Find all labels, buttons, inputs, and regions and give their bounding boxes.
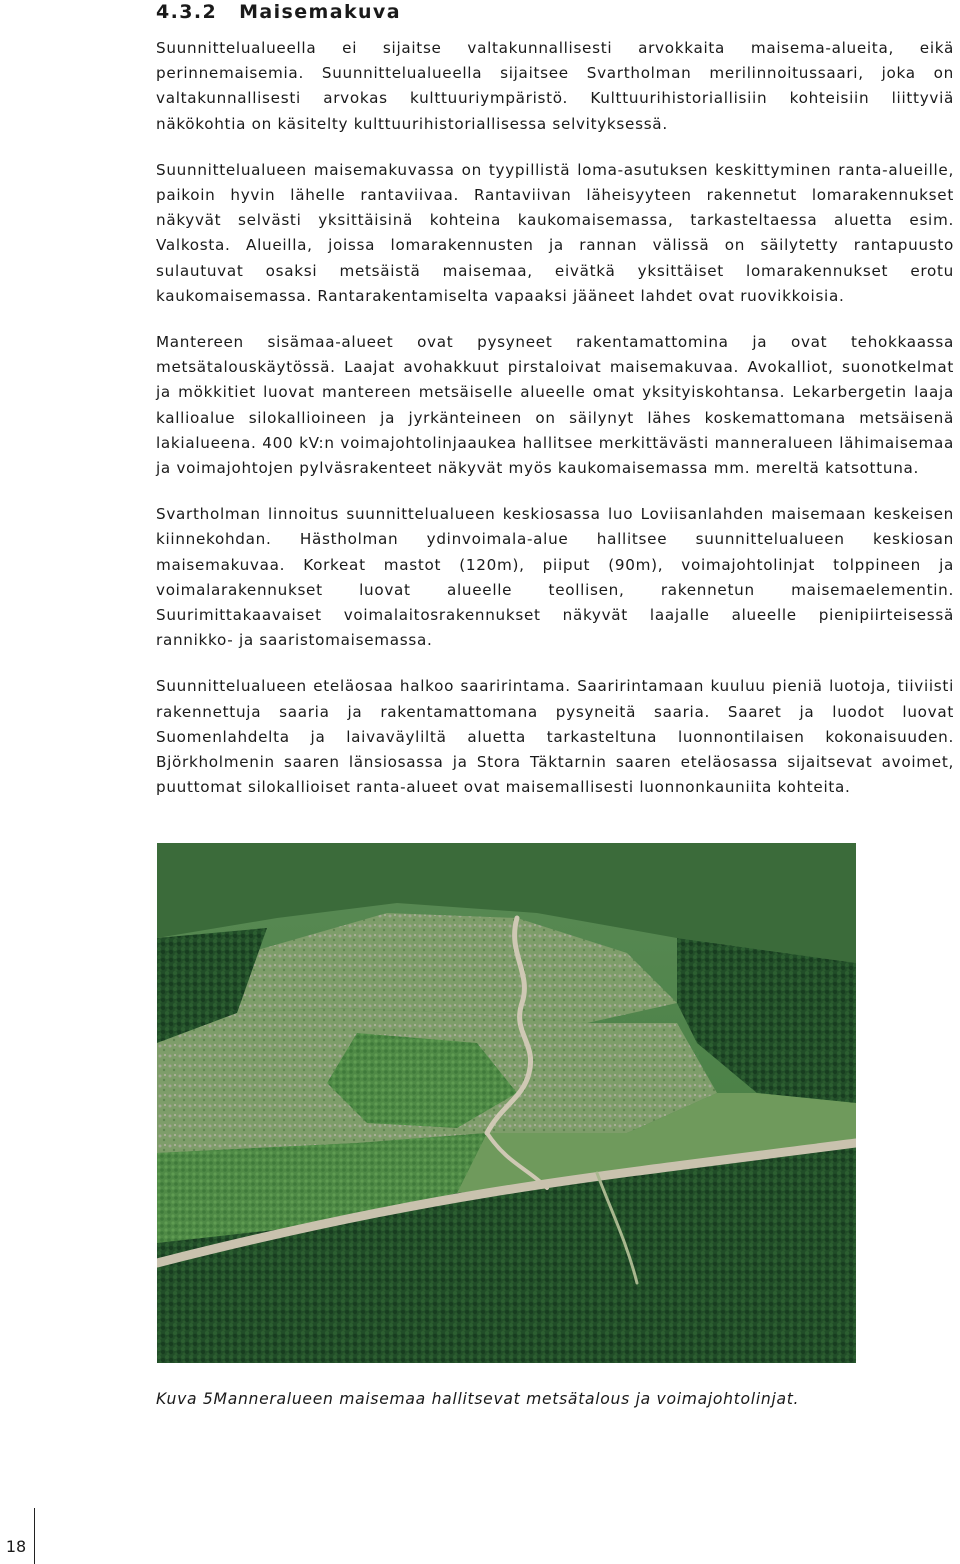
- body-text: [156, 36, 954, 821]
- section-number: 4.3.2: [156, 1, 218, 23]
- paragraph-1: Suunnittelualueella ei sijaitse valtakunnallisesti arvokkaita maisema-alueita, eikä perinnemaisemia. Suunnittelualueella sijaitsee Svartholman merilinnoitussaari, joka on valtakunnallisesti arvokas kulttuuriympäristö. Kulttuurihistoriallisiin kohteisiin liittyviä näkökohtia on käsitelty kulttuurihistoriallisessa selvityksessä.: [156, 39, 954, 133]
- paragraph-5: Suunnittelualueen eteläosaa halkoo saaririntama. Saaririntamaan kuuluu pieniä luotoja, tiiviisti rakennettuja saaria ja rakentamattomana pysyneitä saaria. Saaret ja luodot luovat Suomenlahdelta ja laivaväyliltä aluetta tarkasteltuna luonnontilaisen kokonaisuuden. Björkholmenin saaren länsiosassa ja Stora Täktarnin saaren eteläosassa sijaitsevat avoimet, puuttomat silokallioiset ranta-alueet ovat maisemallisesti luonnonkauniita kohteita.: [156, 677, 954, 797]
- paragraph-3: Mantereen sisämaa-alueet ovat pysyneet rakentamattomina ja ovat tehokkaassa metsätalouskäytössä. Laajat avohakkuut pirstaloivat maisemakuvaa. Avokalliot, suonotkelmat ja mökkitiet luovat mantereen metsäiselle alueelle omat yksityiskohtansa. Lekarbergetin laaja kallioalue silokallioineen ja jyrkänteineen on säilynyt lähes koskemattomana metsäisenä lakialueena. 400 kV:n voimajohtolinjaaukea hallitsee merkittävästi manneralueen lähimaisemaa ja voimajohtojen pylväsrakenteet näkyvät myös kaukomaisemassa mm. mereltä katsottuna.: [156, 333, 954, 478]
- page-number: 18: [5, 1537, 27, 1556]
- paragraph-4: Svartholman linnoitus suunnittelualueen keskiosassa luo Loviisanlahden maisemaan keskeisen kiinnekohdan. Hästholman ydinvoimala-alue hallitsee suunnittelualueen keskiosan maisemakuvaa. Korkeat mastot (120m), piiput (90m), voimajohtolinjat tolppineen ja voimalarakennukset luovat alueelle teollisen, rakennetun maisemaelementin. Suurimittakaavaiset voimalaitosrakennukset näkyvät laajalle alueelle pienipiirteisessä rannikko- ja saaristomaisemassa.: [156, 505, 954, 650]
- paragraph-2: Suunnittelualueen maisemakuvassa on tyypillistä loma-asutuksen keskittyminen ranta-alueille, paikoin hyvin lähelle rantaviivaa. Rantaviivan läheisyyteen rakennetut lomarakennukset näkyvät selvästi yksittäisinä kohteina kaukomaisemassa, tarkasteltaessa aluetta esim. Valkosta. Alueilla, joissa lomarakennusten ja rannan välissä on säilytetty rantapuusto sulautuvat osaksi metsäistä maisemaa, eivätkä yksittäiset lomarakennukset erotu kaukomaisemassa. Rantarakentamiselta vapaaksi jääneet lahdet ovat ruovikkoisia.: [156, 160, 954, 305]
- figure-caption: Kuva 5Manneralueen maisemaa hallitsevat metsätalous ja voimajohtolinjat.: [156, 1390, 800, 1408]
- page-margin-rule: [34, 1508, 35, 1564]
- section-title: Maisemakuva: [239, 1, 401, 23]
- section-heading: [156, 0, 401, 24]
- aerial-photo: [157, 843, 856, 1363]
